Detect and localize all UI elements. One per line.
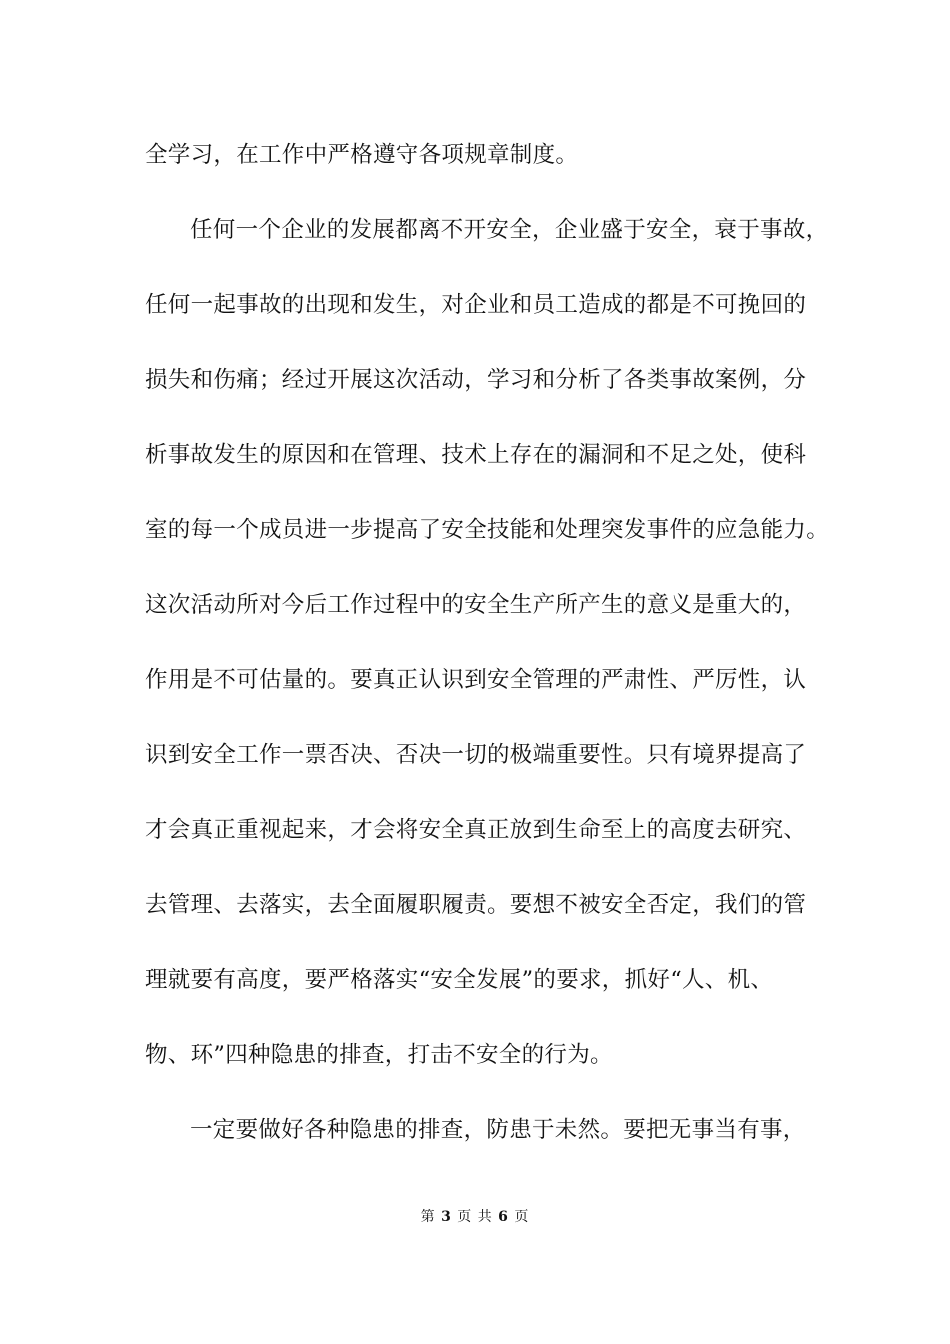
footer-prefix: 第 bbox=[420, 1209, 436, 1225]
text-line-7: 这次活动所对今后工作过程中的安全生产所产生的意义是重大的， bbox=[145, 592, 807, 618]
page-footer bbox=[0, 1208, 950, 1226]
text-line-11: 去管理、去落实，去全面履职履责。要想不被安全否定，我们的管 bbox=[145, 892, 807, 918]
text-line-12: 理就要有高度，要严格落实“安全发展”的要求，抓好“人、机、 bbox=[145, 967, 774, 993]
footer-suffix: 页 bbox=[514, 1209, 530, 1225]
text-line-1: 全学习，在工作中严格遵守各项规章制度。 bbox=[145, 142, 579, 168]
paragraph-3-line-1: 一定要做好各种隐患的排查，防患于未然。要把无事当有事， bbox=[190, 1117, 806, 1143]
footer-current-page: 3 bbox=[441, 1209, 452, 1225]
text-line-13: 物、环”四种隐患的排查，打击不安全的行为。 bbox=[145, 1042, 613, 1068]
footer-middle: 页 共 bbox=[457, 1209, 493, 1225]
text-line-10: 才会真正重视起来，才会将安全真正放到生命至上的高度去研究、 bbox=[145, 817, 807, 843]
text-line-4: 损失和伤痛；经过开展这次活动，学习和分析了各类事故案例，分 bbox=[145, 367, 807, 393]
text-line-8: 作用是不可估量的。要真正认识到安全管理的严肃性、严厉性，认 bbox=[145, 667, 807, 693]
paragraph-2-line-1: 任何一个企业的发展都离不开安全，企业盛于安全，衰于事故， bbox=[190, 217, 829, 243]
text-line-9: 识到安全工作一票否决、否决一切的极端重要性。只有境界提高了 bbox=[145, 742, 807, 768]
text-line-6: 室的每一个成员进一步提高了安全技能和处理突发事件的应急能力。 bbox=[145, 517, 830, 543]
text-line-5: 析事故发生的原因和在管理、技术上存在的漏洞和不足之处，使科 bbox=[145, 442, 807, 468]
footer-total-pages: 6 bbox=[498, 1209, 509, 1225]
text-line-3: 任何一起事故的出现和发生，对企业和员工造成的都是不可挽回的 bbox=[145, 292, 807, 318]
